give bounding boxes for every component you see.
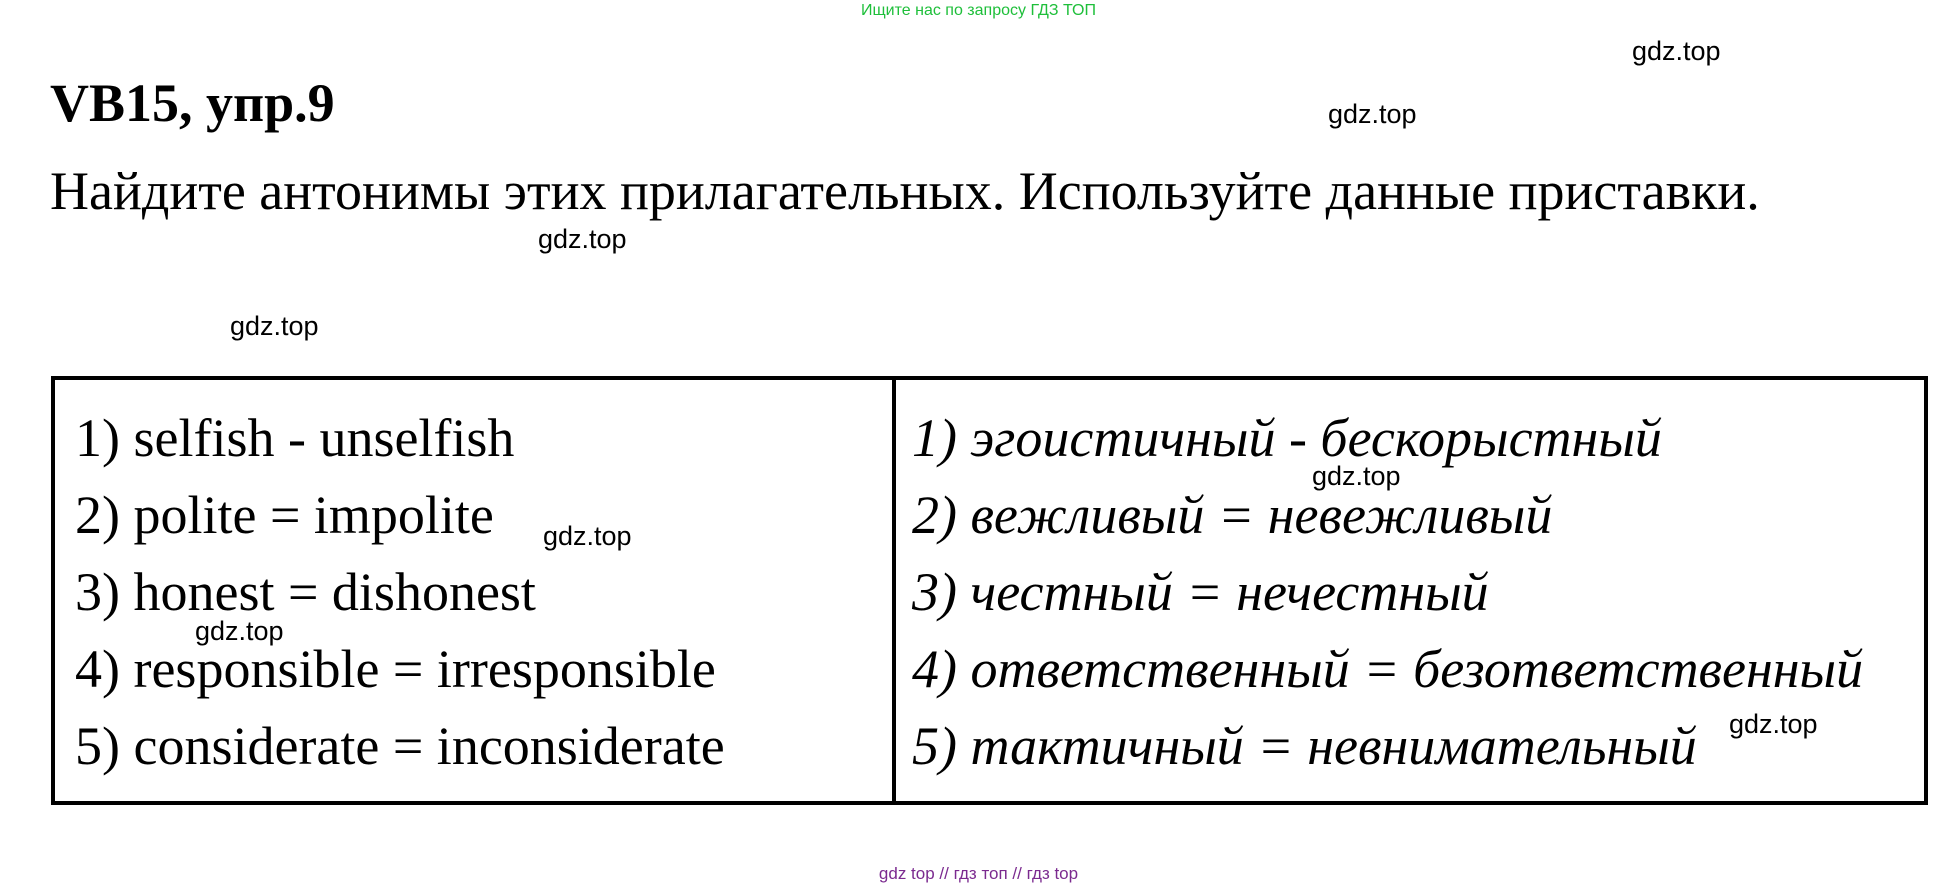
answer-ru-4: 4) ответственный = безответственный	[912, 639, 1864, 699]
watermark: gdz.top	[538, 224, 627, 254]
watermark: gdz.top	[1312, 461, 1401, 491]
watermark: gdz.top	[195, 616, 284, 646]
answer-ru-1: 1) эгоистичный - бескорыстный	[912, 408, 1662, 468]
answer-en-4: 4) responsible = irresponsible	[75, 639, 716, 699]
top-banner: Ищите нас по запросу ГДЗ ТОП	[861, 2, 1096, 19]
answer-ru-3: 3) честный = нечестный	[912, 562, 1489, 622]
watermark: gdz.top	[1729, 709, 1818, 739]
exercise-title: VB15, упр.9	[50, 73, 335, 133]
answer-ru-2: 2) вежливый = невежливый	[912, 485, 1553, 545]
answers-russian-column	[912, 400, 1863, 785]
watermark: gdz.top	[230, 311, 319, 341]
answers-english-column	[75, 400, 725, 785]
watermark: gdz.top	[1328, 99, 1417, 129]
column-divider	[892, 380, 896, 801]
answer-en-2: 2) polite = impolite	[75, 485, 494, 545]
answer-en-5: 5) considerate = inconsiderate	[75, 716, 725, 776]
answer-en-3: 3) honest = dishonest	[75, 562, 536, 622]
answer-ru-5: 5) тактичный = невнимательный	[912, 716, 1697, 776]
watermark: gdz.top	[543, 521, 632, 551]
answer-en-1: 1) selfish - unselfish	[75, 408, 515, 468]
answers-table	[51, 376, 1928, 805]
watermark: gdz.top	[1632, 36, 1721, 66]
exercise-instruction: Найдите антонимы этих прилагательных. Используйте данные приставки.	[50, 161, 1760, 221]
footer-links: gdz top // гдз топ // гдз top	[878, 864, 1079, 883]
